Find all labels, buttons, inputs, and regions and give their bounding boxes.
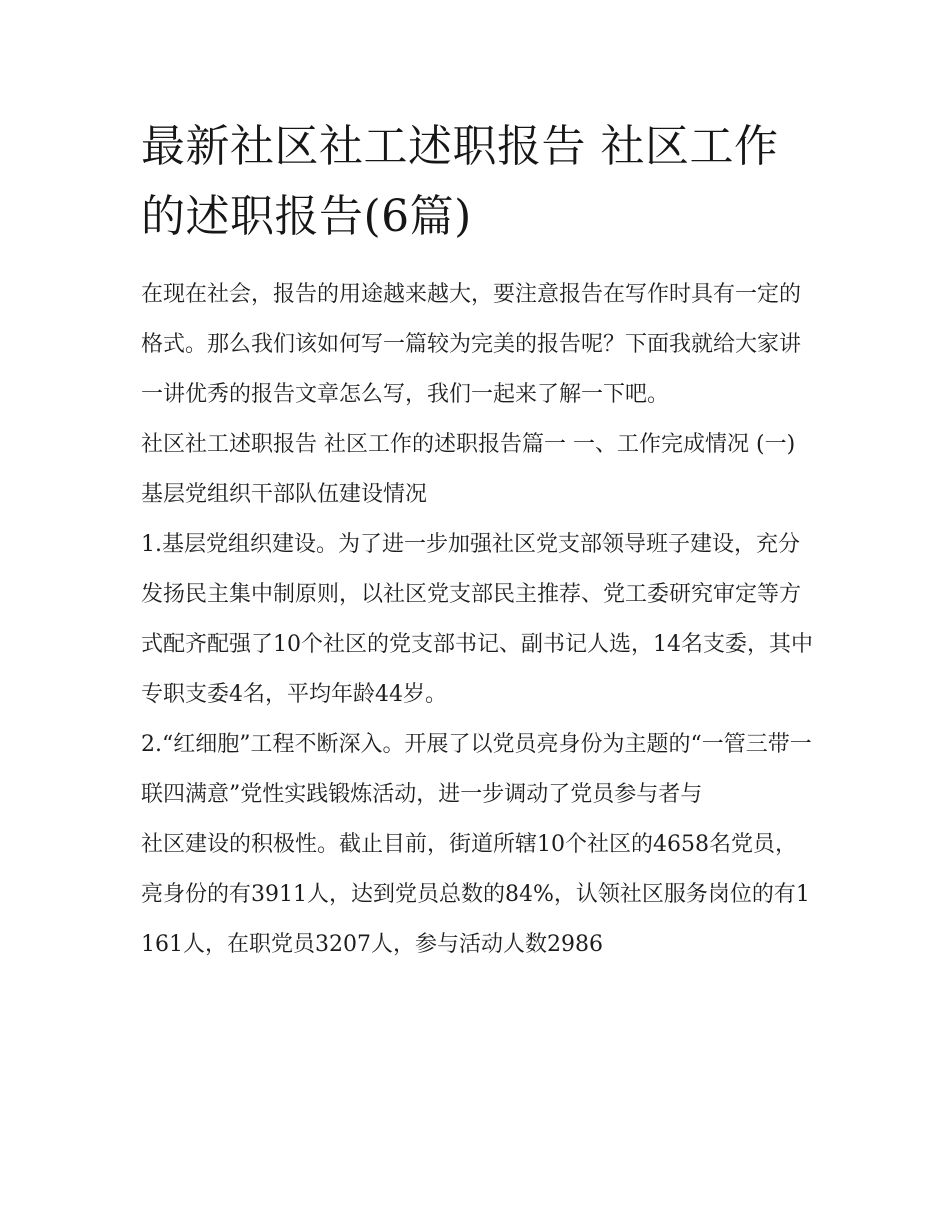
section-heading-paragraph: 社区社工述职报告 社区工作的述职报告篇一 一、工作完成情况 (一)基层党组织干部队伍建设情况 [141,432,796,507]
document-title: 最新社区社工述职报告 社区工作的述职报告(6篇) [141,121,779,242]
document-body [141,112,813,970]
intro-paragraph: 在现在社会，报告的用途越来越大，要注意报告在写作时具有一定的格式。那么我们该如何写一篇较为完美的报告呢？下面我就给大家讲一讲优秀的报告文章怎么写，我们一起来了解一下吧。 [141,282,802,407]
red-cell-project-paragraph: 2.“红细胞”工程不断深入。开展了以党员亮身份为主题的“一管三带一联四满意”党性实践锻炼活动，进一步调动了党员参与者与 [141,732,812,807]
community-building-paragraph: 社区建设的积极性。截止目前，街道所辖10个社区的4658名党员，亮身份的有3911人，达到党员总数的84%，认领社区服务岗位的有1161人，在职党员3207人，参与活动人数2986 [141,832,810,957]
party-organization-paragraph: 1.基层党组织建设。为了进一步加强社区党支部领导班子建设，充分发扬民主集中制原则，以社区党支部民主推荐、党工委研究审定等方式配齐配强了10个社区的党支部书记、副书记人选，14名支委，其中专职支委4名，平均年龄44岁。 [141,532,813,707]
